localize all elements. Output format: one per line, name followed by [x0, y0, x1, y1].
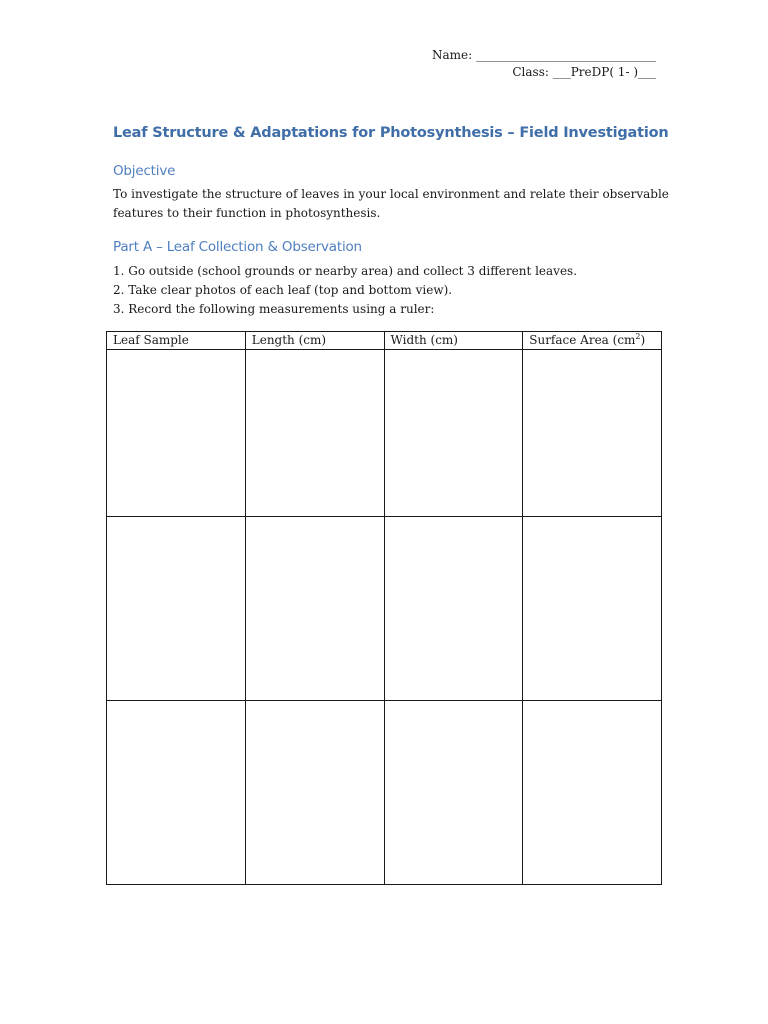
- col-header-surface-area: [523, 332, 662, 350]
- part-a-heading: Part A – Leaf Collection & Observation: [113, 239, 362, 255]
- table-cell[interactable]: [523, 350, 662, 517]
- step-2: 2. Take clear photos of each leaf (top and bottom view).: [113, 283, 453, 297]
- objective-heading: Objective: [113, 163, 176, 179]
- col-header-width: Width (cm): [384, 332, 523, 350]
- surface-area-label: Surface Area (cm: [529, 333, 636, 347]
- table-cell[interactable]: [107, 701, 246, 885]
- table-header-row: [107, 332, 662, 350]
- table-row: [107, 350, 662, 517]
- col-header-leaf-sample: Leaf Sample: [107, 332, 246, 350]
- table-cell[interactable]: [523, 701, 662, 885]
- table-row: [107, 517, 662, 701]
- area-unit-superscript: 2: [635, 332, 641, 341]
- step-1: 1. Go outside (school grounds or nearby area) and collect 3 different leaves.: [113, 264, 578, 278]
- table-cell[interactable]: [245, 701, 384, 885]
- table-cell[interactable]: [384, 517, 523, 701]
- table-row: [107, 701, 662, 885]
- measurement-table: [106, 331, 662, 885]
- class-line: Class: ___PreDP( 1- )___: [512, 65, 656, 79]
- surface-area-close: ): [640, 333, 646, 347]
- document-title: Leaf Structure & Adaptations for Photosynthesis – Field Investigation: [113, 125, 669, 141]
- part-a-steps: [113, 262, 577, 319]
- student-name-line: Name: ______________________________: [432, 48, 656, 62]
- table-cell[interactable]: [384, 701, 523, 885]
- col-header-length: Length (cm): [245, 332, 384, 350]
- table-cell[interactable]: [523, 517, 662, 701]
- step-3: 3. Record the following measurements using a ruler:: [113, 302, 435, 316]
- table-cell[interactable]: [107, 350, 246, 517]
- table-cell[interactable]: [384, 350, 523, 517]
- objective-text: To investigate the structure of leaves in your local environment and relate their observable features to their function in photosynthesis.: [113, 187, 669, 220]
- table-cell[interactable]: [107, 517, 246, 701]
- table-cell[interactable]: [245, 350, 384, 517]
- table-cell[interactable]: [245, 517, 384, 701]
